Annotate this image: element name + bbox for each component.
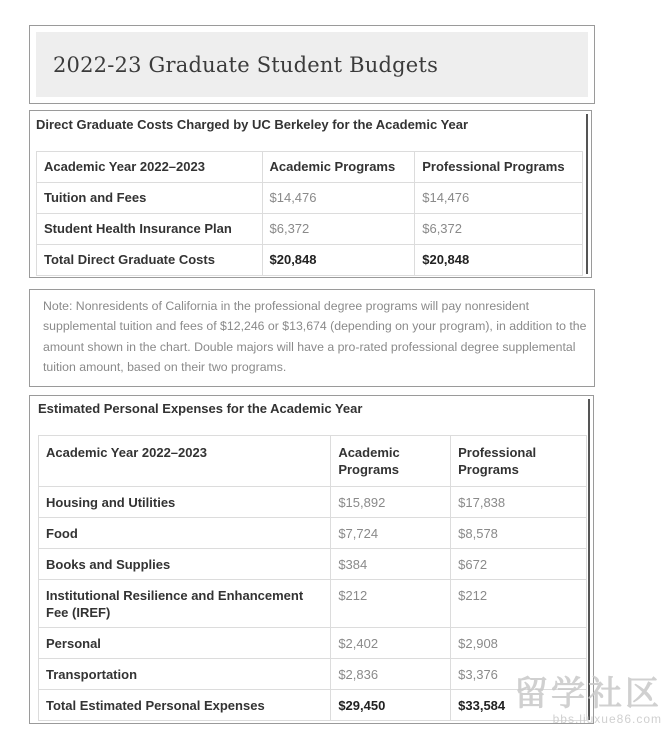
note-box — [29, 289, 595, 387]
header-cell: Academic Programs — [262, 152, 415, 183]
section-edge — [588, 399, 590, 720]
table-row — [39, 659, 587, 690]
professional-value: $3,376 — [451, 659, 587, 690]
academic-value: $2,402 — [331, 628, 451, 659]
direct-costs-section — [29, 110, 592, 278]
row-label: Transportation — [39, 659, 331, 690]
row-label: Books and Supplies — [39, 549, 331, 580]
table-row — [39, 487, 587, 518]
professional-value: $17,838 — [451, 487, 587, 518]
watermark-main: 留学社区 — [514, 675, 662, 713]
total-label: Total Estimated Personal Expenses — [39, 690, 331, 721]
total-professional-value: $20,848 — [415, 245, 583, 276]
professional-value: $8,578 — [451, 518, 587, 549]
academic-value: $2,836 — [331, 659, 451, 690]
header-cell: Academic Year 2022–2023 — [37, 152, 263, 183]
total-academic-value: $29,450 — [331, 690, 451, 721]
table-row — [39, 628, 587, 659]
watermark — [514, 676, 662, 726]
header-cell: Academic Year 2022–2023 — [39, 436, 331, 487]
header-cell: Academic Programs — [331, 436, 451, 487]
title-box — [29, 25, 595, 104]
row-label: Student Health Insurance Plan — [37, 214, 263, 245]
table-row — [39, 549, 587, 580]
personal-expenses-section — [29, 395, 594, 724]
row-label: Tuition and Fees — [37, 183, 263, 214]
table-row — [39, 580, 587, 628]
academic-value: $14,476 — [262, 183, 415, 214]
academic-value: $6,372 — [262, 214, 415, 245]
row-label: Personal — [39, 628, 331, 659]
personal-expenses-table — [38, 435, 587, 721]
total-row — [37, 245, 583, 276]
total-row — [39, 690, 587, 721]
direct-costs-table — [36, 151, 583, 276]
total-professional-value: $33,584 — [451, 690, 587, 721]
academic-value: $7,724 — [331, 518, 451, 549]
professional-value: $672 — [451, 549, 587, 580]
total-academic-value: $20,848 — [262, 245, 415, 276]
academic-value: $212 — [331, 580, 451, 628]
professional-value: $2,908 — [451, 628, 587, 659]
title-banner — [36, 32, 588, 97]
table-header-row — [37, 152, 583, 183]
total-label: Total Direct Graduate Costs — [37, 245, 263, 276]
row-label: Food — [39, 518, 331, 549]
row-label: Institutional Resilience and Enhancement Fee (IREF) — [39, 580, 331, 628]
section-edge — [586, 114, 588, 274]
professional-value: $14,476 — [415, 183, 583, 214]
academic-value: $384 — [331, 549, 451, 580]
professional-value: $6,372 — [415, 214, 583, 245]
row-label: Housing and Utilities — [39, 487, 331, 518]
table-row — [39, 518, 587, 549]
table-header-row — [39, 436, 587, 487]
note-text: Note: Nonresidents of California in the professional degree programs will pay nonresident supplemental tuition and fees of $12,246 or $13,674 (depending on your program), in addition to the amount shown in the chart. Double majors will have a pro-rated professional degree supplemental tuition amount, based on their two programs. — [43, 299, 587, 374]
professional-value: $212 — [451, 580, 587, 628]
header-cell: Professional Programs — [415, 152, 583, 183]
direct-costs-caption: Direct Graduate Costs Charged by UC Berkeley for the Academic Year — [36, 117, 469, 132]
table-row — [37, 183, 583, 214]
header-cell: Professional Programs — [451, 436, 587, 487]
page-title: 2022-23 Graduate Student Budgets — [53, 52, 439, 77]
table-row — [37, 214, 583, 245]
academic-value: $15,892 — [331, 487, 451, 518]
watermark-url: bbs.liuxue86.com — [552, 712, 662, 726]
personal-expenses-caption: Estimated Personal Expenses for the Academic Year — [38, 401, 363, 416]
